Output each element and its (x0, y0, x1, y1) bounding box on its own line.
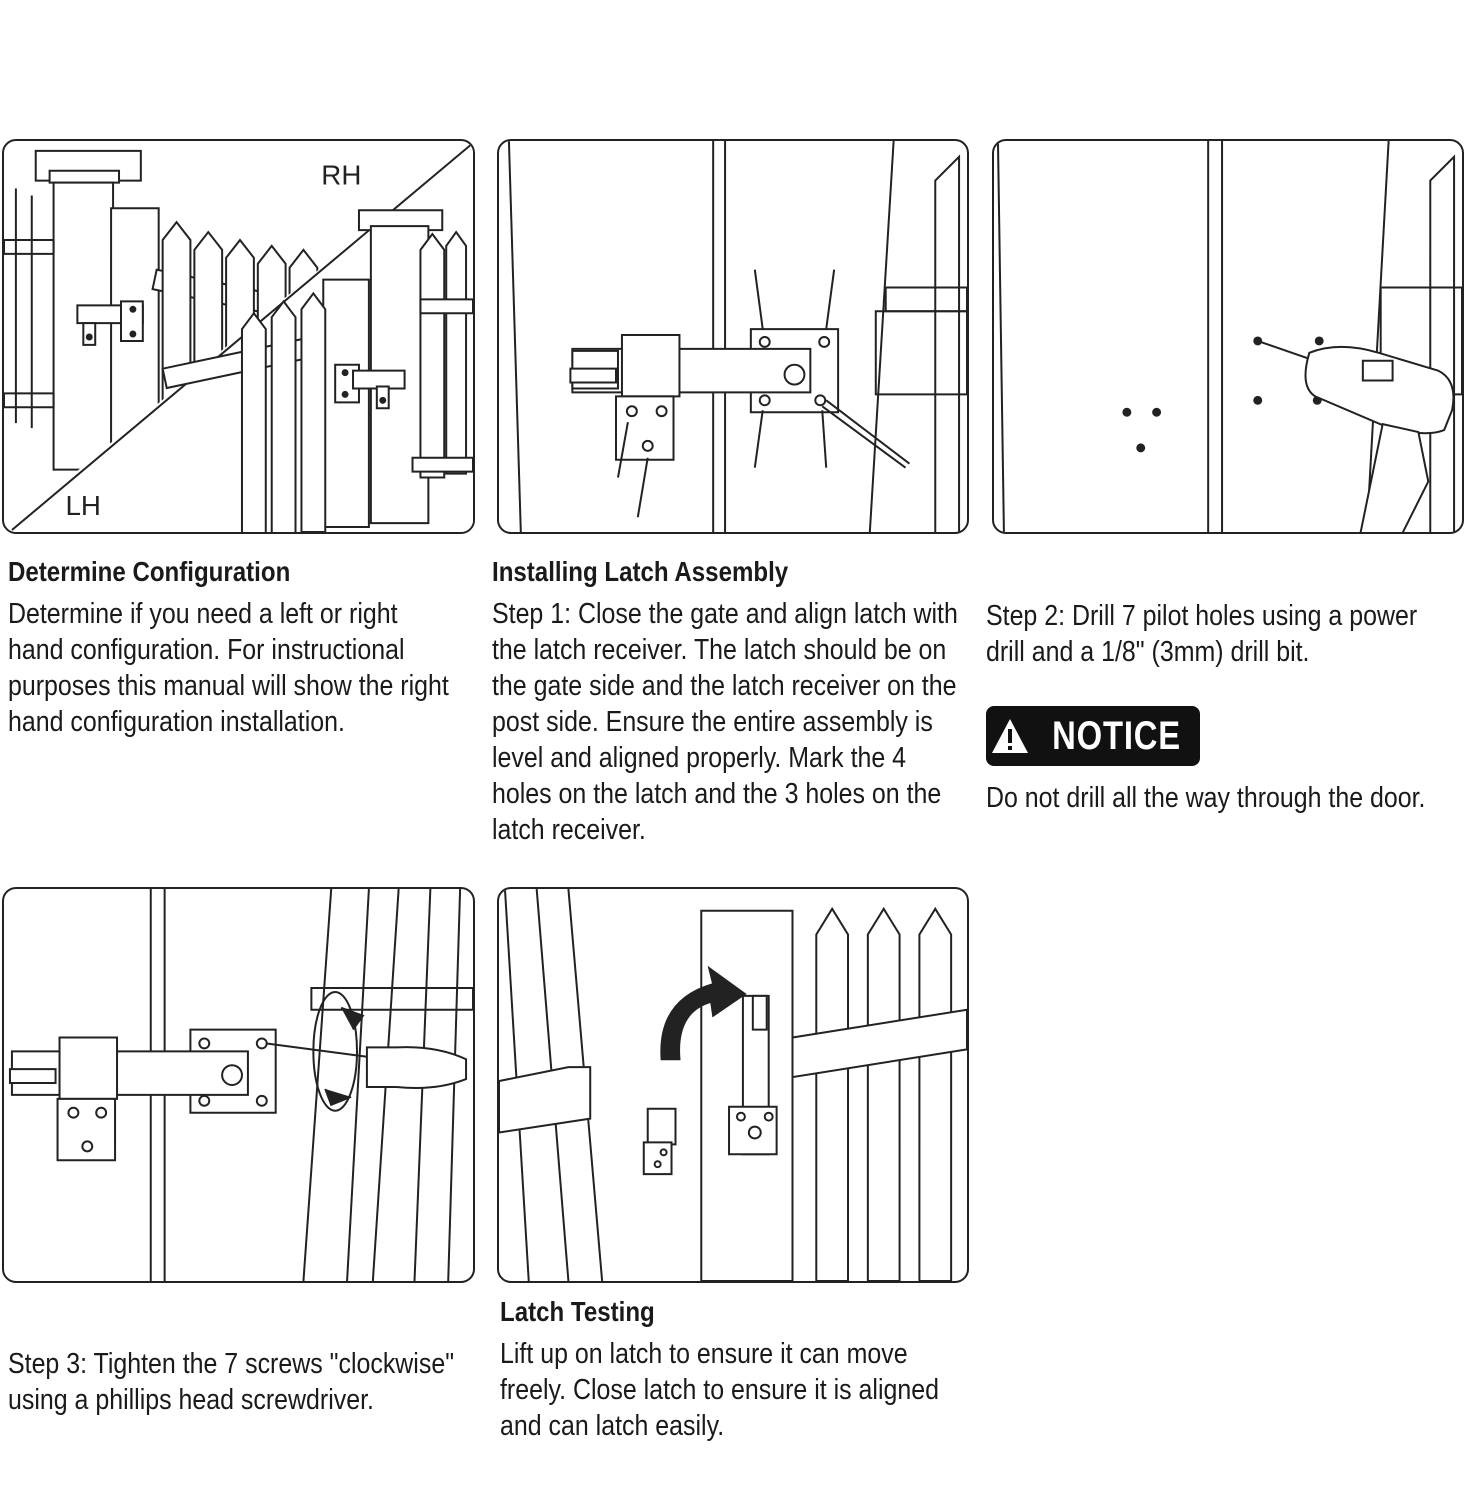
installing-title: Installing Latch Assembly (492, 556, 789, 587)
tighten-screws-illustration (2, 887, 475, 1283)
configuration-title: Determine Configuration (8, 556, 291, 587)
testing-section (500, 1296, 970, 1444)
installing-body: Step 1: Close the gate and align latch with the latch receiver. The latch should be on the gate side and the latch receiver on the post side. Ensure the entire assembly is level and aligned properly. Mark the 4 holes on the latch and the 3 holes on the latch receiver. (492, 598, 958, 846)
tighten-body: Step 3: Tighten the 7 screws "clockwise" using a phillips head screwdriver. (8, 1348, 455, 1416)
warning-icon (990, 717, 1030, 755)
installing-section (492, 556, 962, 848)
configuration-illustration (2, 139, 475, 534)
configuration-body: Determine if you need a left or right hand configuration. For instructional purposes this manual will show the right hand configuration installation. (8, 598, 449, 738)
lh-label: LH (65, 490, 101, 522)
configuration-section (8, 556, 468, 740)
notice-badge (986, 706, 1200, 766)
drill-body: Step 2: Drill 7 pilot holes using a power drill and a 1/8" (3mm) drill bit. (986, 600, 1418, 668)
rh-label: RH (321, 159, 362, 191)
notice-label: NOTICE (1052, 713, 1182, 758)
latch-testing-illustration (497, 887, 969, 1283)
latch-installation-illustration (497, 139, 969, 534)
tighten-section (8, 1346, 478, 1418)
notice-text: Do not drill all the way through the door. (986, 782, 1426, 814)
testing-body: Lift up on latch to ensure it can move freely. Close latch to ensure it is aligned and can latch easily. (500, 1338, 939, 1442)
testing-title: Latch Testing (500, 1296, 655, 1327)
drill-illustration (992, 139, 1464, 534)
drill-icon (1258, 341, 1454, 532)
drill-section (986, 598, 1456, 670)
